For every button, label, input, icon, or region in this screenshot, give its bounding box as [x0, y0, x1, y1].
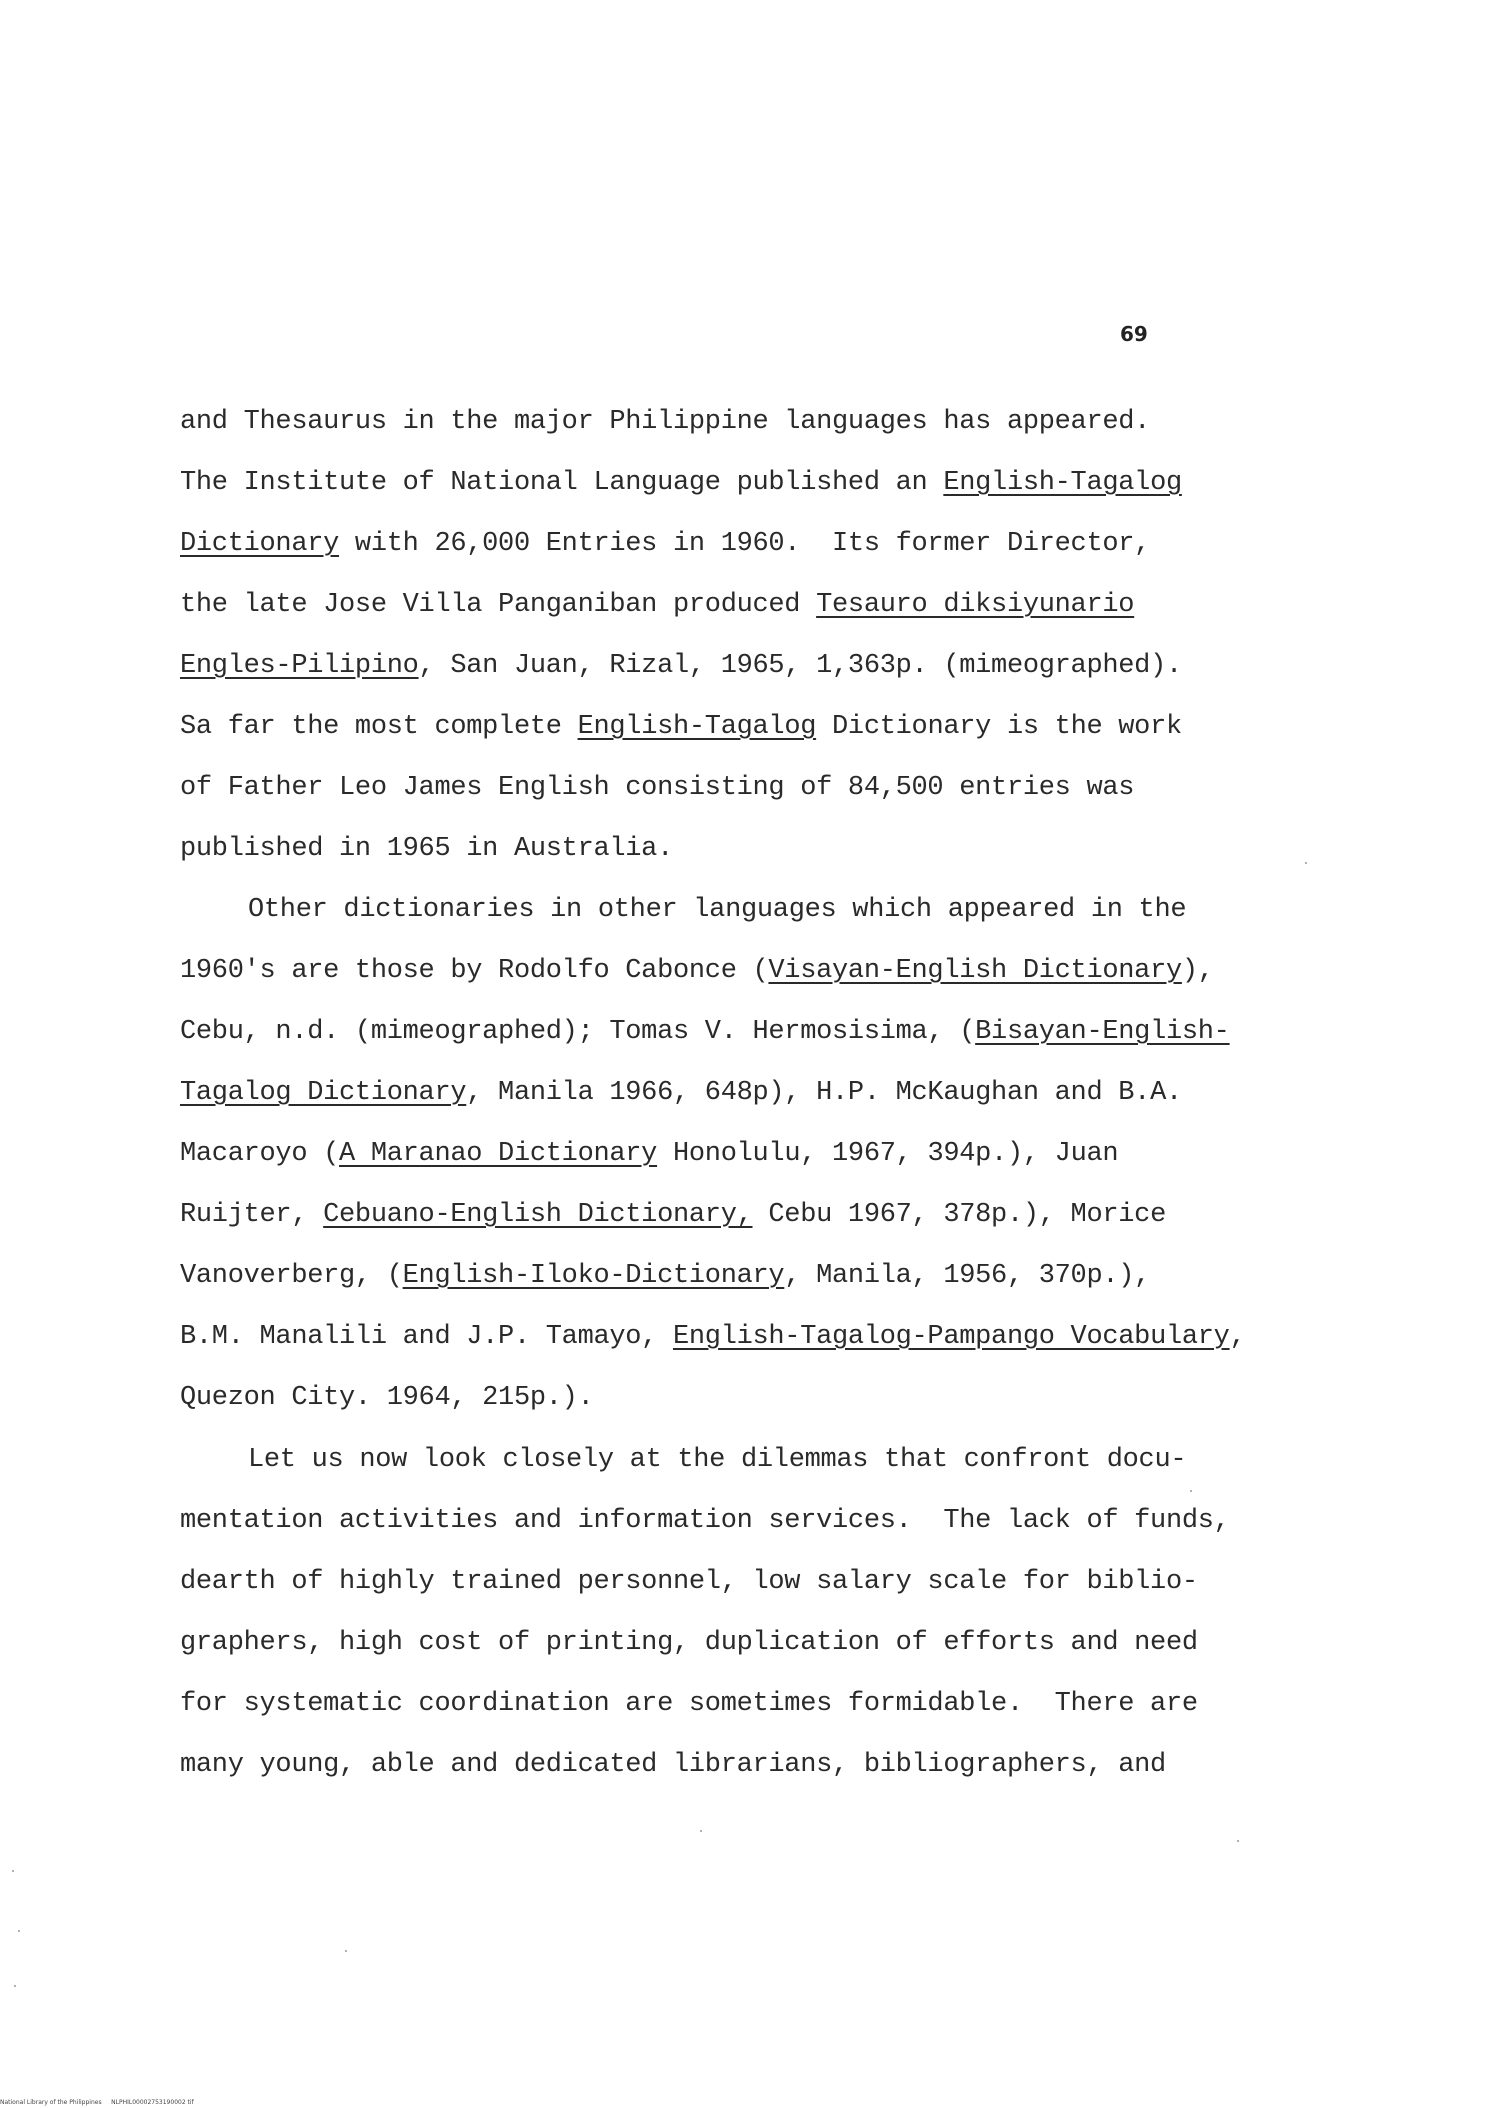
text: of Father Leo James English consisting of 84,500 entries was — [180, 773, 1135, 803]
underlined-title: Dictionary — [180, 529, 340, 559]
paragraph-2-line-1 — [180, 880, 1220, 941]
paragraph-1-line-5 — [180, 636, 1220, 697]
paragraph-3-line-4 — [180, 1613, 1220, 1674]
text: , Manila, 1956, 370p.), — [784, 1261, 1151, 1291]
underlined-title: Cebuano-English Dictionary, — [323, 1200, 753, 1230]
text: Macaroyo ( — [180, 1139, 340, 1169]
paragraph-3 — [180, 1430, 1230, 1796]
scan-speck — [345, 1950, 347, 1952]
underlined-title: English-Tagalog — [943, 468, 1182, 498]
text: Cebu 1967, 378p.), Morice — [752, 1200, 1166, 1230]
paragraph-1-line-6 — [180, 697, 1220, 758]
text: The Institute of National Language published an — [180, 468, 944, 498]
scan-footer — [0, 2099, 194, 2106]
paragraph-2-line-9 — [180, 1368, 1220, 1429]
scan-speck — [14, 1985, 16, 1987]
text: , — [1229, 1322, 1246, 1352]
paragraph-2-line-4 — [180, 1063, 1220, 1124]
paragraph-2-line-7 — [180, 1246, 1220, 1307]
paragraph-2-line-6 — [180, 1185, 1220, 1246]
underlined-title: English-Tagalog-Pampango Vocabulary — [672, 1322, 1230, 1352]
paragraph-1-line-1 — [180, 392, 1220, 453]
paragraph-3-line-5 — [180, 1674, 1220, 1735]
scan-speck — [1190, 1490, 1192, 1492]
text: ), — [1181, 956, 1214, 986]
scan-speck — [1305, 862, 1307, 864]
text: graphers, high cost of printing, duplication of efforts and need — [180, 1628, 1198, 1658]
underlined-title: Tesauro diksiyunario — [816, 590, 1135, 620]
text: Dictionary is the work — [816, 712, 1182, 742]
scan-speck — [700, 1830, 702, 1832]
paragraph-2-line-5 — [180, 1124, 1220, 1185]
text: , San Juan, Rizal, 1965, 1,363p. (mimeographed). — [418, 651, 1182, 681]
paragraph-1-line-3 — [180, 514, 1220, 575]
text: Honolulu, 1967, 394p.), Juan — [657, 1139, 1119, 1169]
paragraph-3-line-6 — [180, 1735, 1220, 1796]
underlined-title: Visayan-English Dictionary — [768, 956, 1182, 986]
text: dearth of highly trained personnel, low salary scale for biblio- — [180, 1567, 1198, 1597]
underlined-title: Bisayan-English- — [975, 1017, 1230, 1047]
text: , Manila 1966, 648p), H.P. McKaughan and B.A. — [466, 1078, 1182, 1108]
text: Other dictionaries in other languages which appeared in the — [248, 895, 1187, 925]
paragraph-1-line-4 — [180, 575, 1220, 636]
text: and Thesaurus in the major Philippine languages has appeared. — [180, 407, 1151, 437]
paragraph-1 — [180, 392, 1220, 880]
paragraph-3-line-1 — [180, 1430, 1220, 1491]
paragraph-3-line-3 — [180, 1552, 1220, 1613]
page-number: 69 — [1120, 322, 1148, 346]
scan-speck — [1237, 1840, 1239, 1842]
paragraph-2-line-2 — [180, 941, 1220, 1002]
paragraph-2-line-3 — [180, 1002, 1230, 1063]
text: mentation activities and information services. The lack of funds, — [180, 1506, 1230, 1536]
text: 1960's are those by Rodolfo Cabonce ( — [180, 956, 769, 986]
text: Vanoverberg, ( — [180, 1261, 403, 1291]
text: with 26,000 Entries in 1960. Its former Director, — [339, 529, 1151, 559]
text: Sa far the most complete — [180, 712, 578, 742]
text: the late Jose Villa Panganiban produced — [180, 590, 817, 620]
scan-speck — [12, 1870, 14, 1872]
underlined-title: Tagalog Dictionary — [180, 1078, 467, 1108]
text: Cebu, n.d. (mimeographed); Tomas V. Hermosisima, ( — [180, 1017, 976, 1047]
paragraph-1-line-7 — [180, 758, 1220, 819]
text: for systematic coordination are sometimes formidable. There are — [180, 1689, 1198, 1719]
text: many young, able and dedicated librarians, bibliographers, and — [180, 1750, 1166, 1780]
text: Ruijter, — [180, 1200, 324, 1230]
text: B.M. Manalili and J.P. Tamayo, — [180, 1322, 673, 1352]
text: Let us now look closely at the dilemmas that confront docu- — [248, 1445, 1187, 1475]
scan-speck — [18, 1930, 20, 1932]
paragraph-3-line-2 — [180, 1491, 1230, 1552]
underlined-title: Engles-Pilipino — [180, 651, 419, 681]
underlined-title: English-Tagalog — [577, 712, 817, 742]
underlined-title: English-Iloko-Dictionary — [402, 1261, 785, 1291]
paragraph-1-line-8 — [180, 819, 1220, 880]
underlined-title: A Maranao Dictionary — [339, 1139, 658, 1169]
paragraph-2 — [180, 880, 1246, 1429]
text: Quezon City. 1964, 215p.). — [180, 1383, 594, 1413]
paragraph-1-line-2 — [180, 453, 1220, 514]
text: published in 1965 in Australia. — [180, 834, 673, 864]
paragraph-2-line-8 — [180, 1307, 1246, 1368]
footer-source: National Library of the Philippines — [0, 2099, 102, 2106]
footer-file-id: NLPHIL00002753190002 tif — [111, 2099, 194, 2106]
